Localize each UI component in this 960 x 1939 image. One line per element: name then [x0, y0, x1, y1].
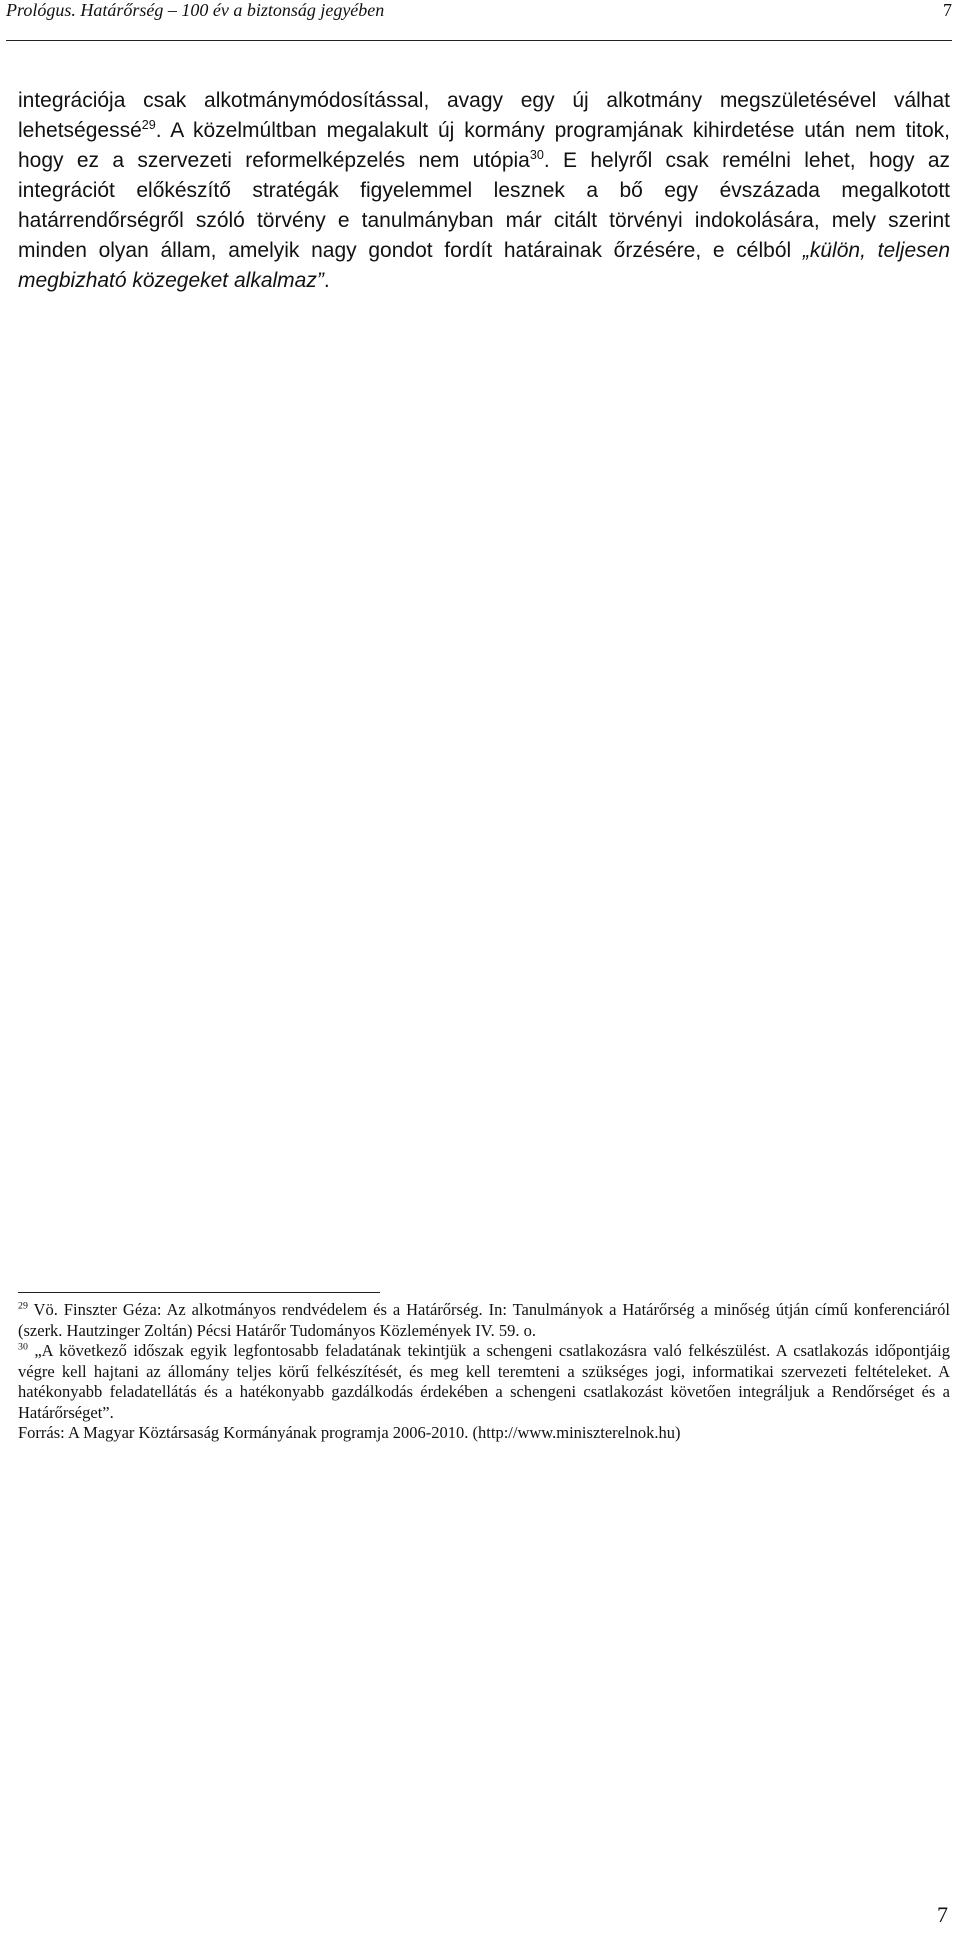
footnote-30-number: 30	[18, 1341, 28, 1353]
header-title: Prológus. Határőrség – 100 év a biztonság jegyében	[6, 0, 385, 20]
footnote-29-number: 29	[18, 1300, 28, 1312]
footnote-29	[18, 1300, 950, 1341]
footnote-30	[18, 1341, 950, 1423]
body-text-part-3: . E helyről csak remélni lehet, hogy az integrációt előkészítő stratégák figyelemmel lesznek a bő egy évszázada megalkotott határrendőrségről szóló törvény e tanulmányban már citált törvényi indokolására, mely szerint minden olyan állam, amelyik nagy gondot fordít határainak őrzésére, e célból	[18, 149, 950, 262]
footnote-29-text: Vö. Finszter Géza: Az alkotmányos rendvédelem és a Határőrség. In: Tanulmányok a Határőrség a minőség útján című konferenciáról (szerk. Hautzinger Zoltán) Pécsi Határőr Tudományos Közlemények IV. 59. o.	[18, 1300, 950, 1340]
body-text-part-4: .	[323, 269, 330, 292]
body-quote: „külön, teljesen megbizható közegeket alkalmaz”	[18, 239, 950, 292]
footnote-ref-29[interactable]: 29	[141, 118, 156, 132]
body-paragraph	[18, 86, 950, 296]
footnote-ref-30[interactable]: 30	[529, 148, 544, 162]
footnote-30-text: „A következő időszak egyik legfontosabb feladatának tekintjük a schengeni csatlakozásra való felkészülést. A csatlakozás időpontjáig végre kell hajtani az állomány teljes körű felkészítését, és meg kell teremteni a szükséges jogi, informatikai szervezeti feltételeket. A hatékonyabb feladatellátás és a hatékonyabb gazdálkodás érdekében a schengeni csatlakozást követően integráljuk a Rendőrséget és a Határőrséget”.	[18, 1341, 950, 1422]
footer-page-number: 7	[937, 1902, 948, 1927]
footnote-30-source: Forrás: A Magyar Köztársaság Kormányának programja 2006-2010. (http://www.miniszterelnok.hu)	[18, 1423, 681, 1442]
footnotes	[18, 1300, 950, 1444]
footnote-divider	[18, 1292, 380, 1293]
body-text-part-2: . A közelmúltban megalakult új kormány programjának kihirdetése után nem titok, hogy ez a szervezeti reformelképzelés nem utópia	[18, 119, 950, 172]
header-page-number: 7	[943, 0, 952, 20]
running-header	[6, 0, 952, 41]
body-text-part-1: integrációja csak alkotmánymódosítással, avagy egy új alkotmány megszületésével válhat lehetségessé	[18, 89, 950, 142]
